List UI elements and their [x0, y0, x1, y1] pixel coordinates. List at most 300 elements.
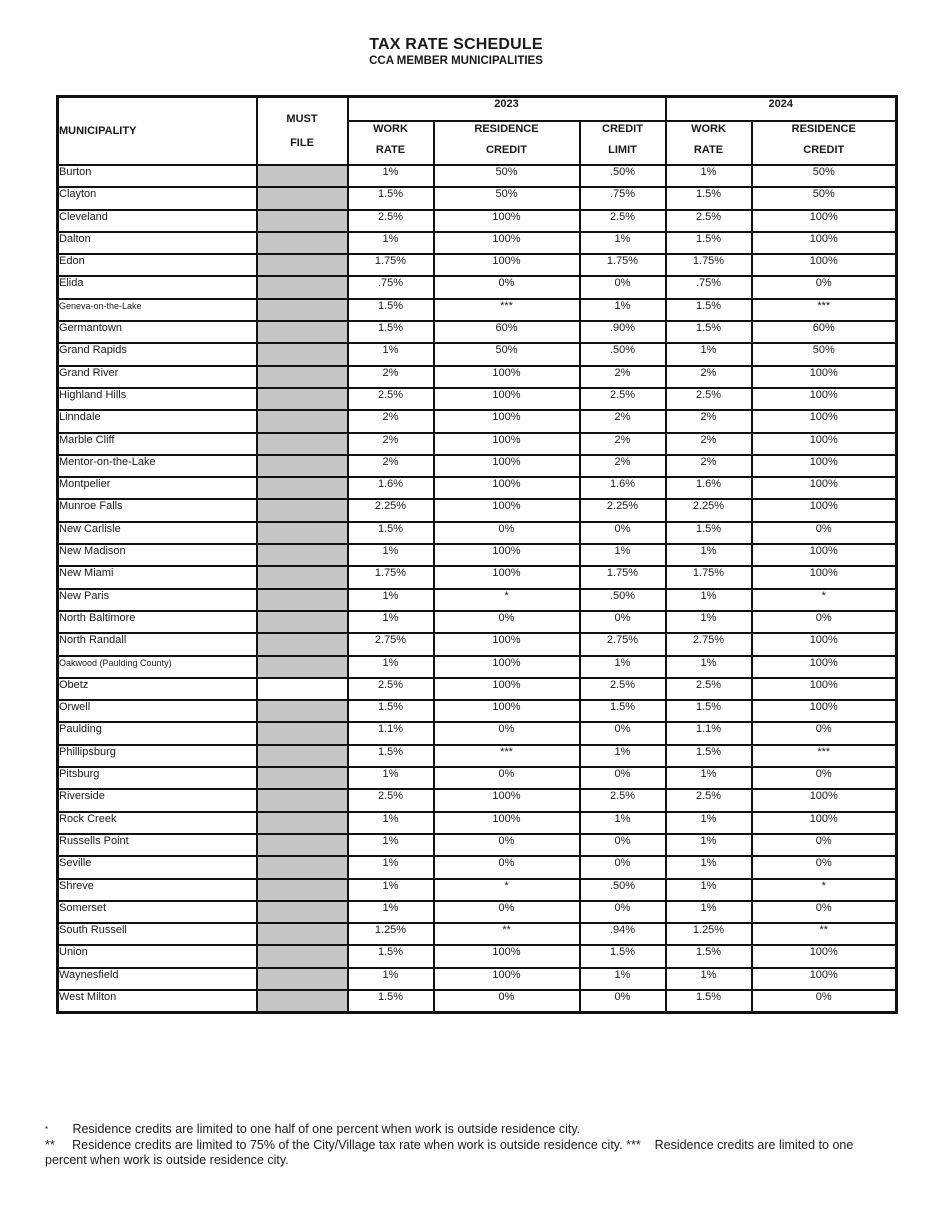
- residence-credit-2023-cell: 100%: [434, 700, 580, 722]
- residence-credit-2024-cell: 100%: [752, 812, 897, 834]
- must-file-cell: [257, 544, 348, 566]
- residence-credit-2024-cell: **: [752, 923, 897, 945]
- must-file-cell: [257, 499, 348, 521]
- residence-credit-2023-cell: **: [434, 923, 580, 945]
- header-rate: RATE: [375, 144, 406, 156]
- must-file-cell: [257, 165, 348, 187]
- work-rate-2023-cell: 1.6%: [348, 477, 434, 499]
- municipality-cell: North Baltimore: [58, 611, 257, 633]
- page-title: TAX RATE SCHEDULE: [369, 36, 543, 53]
- table-row: [58, 879, 897, 901]
- must-file-cell: [257, 187, 348, 209]
- residence-credit-2023-cell: ***: [434, 299, 580, 321]
- residence-credit-2024-cell: 100%: [752, 700, 897, 722]
- residence-credit-2023-cell: 100%: [434, 499, 580, 521]
- table-row: [58, 968, 897, 990]
- table-row: [58, 856, 897, 878]
- residence-credit-2023-cell: 0%: [434, 611, 580, 633]
- residence-credit-2024-cell: 50%: [752, 165, 897, 187]
- residence-credit-2023-cell: *: [434, 589, 580, 611]
- table-row: [58, 299, 897, 321]
- must-file-cell: [257, 945, 348, 967]
- residence-credit-2023-cell: 0%: [434, 990, 580, 1013]
- table-row: [58, 633, 897, 655]
- header-credit-upper: CREDIT: [602, 123, 643, 135]
- work-rate-2024-cell: 1.1%: [666, 722, 752, 744]
- work-rate-2024-cell: 1.25%: [666, 923, 752, 945]
- table-row: [58, 343, 897, 365]
- table-row: [58, 210, 897, 232]
- work-rate-2024-cell: 2%: [666, 455, 752, 477]
- table-row: [58, 901, 897, 923]
- credit-limit-2023-cell: .94%: [580, 923, 666, 945]
- credit-limit-2023-cell: 2.25%: [580, 499, 666, 521]
- work-rate-2024-cell: 1%: [666, 879, 752, 901]
- must-file-cell: [257, 299, 348, 321]
- credit-limit-2023-cell: 2.5%: [580, 388, 666, 410]
- residence-credit-2024-cell: ***: [752, 299, 897, 321]
- must-file-cell: [257, 678, 348, 700]
- table-row: [58, 700, 897, 722]
- credit-limit-2023-cell: 1.5%: [580, 700, 666, 722]
- residence-credit-2023-cell: 0%: [434, 834, 580, 856]
- residence-credit-2024-cell: 100%: [752, 455, 897, 477]
- municipality-cell: Mentor-on-the-Lake: [58, 455, 257, 477]
- footnotes: [45, 1122, 875, 1169]
- work-rate-2024-cell: 2.25%: [666, 499, 752, 521]
- work-rate-2024-cell: 2.75%: [666, 633, 752, 655]
- work-rate-2023-cell: 2.5%: [348, 678, 434, 700]
- residence-credit-2024-cell: *: [752, 879, 897, 901]
- work-rate-2024-cell: 1.5%: [666, 299, 752, 321]
- residence-credit-2024-cell: 100%: [752, 566, 897, 588]
- must-file-cell: [257, 433, 348, 455]
- work-rate-2023-cell: 1.5%: [348, 745, 434, 767]
- must-file-cell: [257, 745, 348, 767]
- credit-limit-2023-cell: .50%: [580, 165, 666, 187]
- municipality-cell: Somerset: [58, 901, 257, 923]
- municipality-cell: Waynesfield: [58, 968, 257, 990]
- residence-credit-2024-cell: 100%: [752, 366, 897, 388]
- residence-credit-2023-cell: 0%: [434, 522, 580, 544]
- municipality-cell: Russells Point: [58, 834, 257, 856]
- municipality-cell: Elida: [58, 276, 257, 298]
- residence-credit-2023-cell: 100%: [434, 812, 580, 834]
- credit-limit-2023-cell: 1%: [580, 232, 666, 254]
- header-work: WORK: [373, 123, 408, 135]
- must-file-cell: [257, 232, 348, 254]
- residence-credit-2024-cell: 0%: [752, 276, 897, 298]
- residence-credit-2023-cell: 50%: [434, 343, 580, 365]
- footnote-2-text: Residence credits are limited to 75% of the City/Village tax rate when work is outside residence city.: [72, 1137, 623, 1152]
- work-rate-2024-cell: 2.5%: [666, 210, 752, 232]
- residence-credit-2024-cell: 100%: [752, 544, 897, 566]
- table-row: [58, 522, 897, 544]
- work-rate-2023-cell: 1%: [348, 656, 434, 678]
- must-file-cell: [257, 388, 348, 410]
- footnote-1-mark: *: [45, 1125, 49, 1134]
- residence-credit-2023-cell: 0%: [434, 767, 580, 789]
- credit-limit-2023-cell: 2%: [580, 410, 666, 432]
- credit-limit-2023-cell: 0%: [580, 767, 666, 789]
- residence-credit-2024-cell: 0%: [752, 990, 897, 1013]
- residence-credit-2023-cell: 100%: [434, 566, 580, 588]
- municipality-cell: Cleveland: [58, 210, 257, 232]
- work-rate-2023-cell: 1%: [348, 165, 434, 187]
- credit-limit-2023-cell: 0%: [580, 901, 666, 923]
- work-rate-2023-cell: 1.75%: [348, 566, 434, 588]
- must-file-cell: [257, 812, 348, 834]
- municipality-cell: West Milton: [58, 990, 257, 1013]
- residence-credit-2024-cell: 0%: [752, 722, 897, 744]
- work-rate-2023-cell: 1.5%: [348, 945, 434, 967]
- table-row: [58, 410, 897, 432]
- header-credit: CREDIT: [803, 144, 845, 156]
- residence-credit-2023-cell: 0%: [434, 722, 580, 744]
- must-file-cell: [257, 254, 348, 276]
- residence-credit-2024-cell: 100%: [752, 410, 897, 432]
- work-rate-2023-cell: 2%: [348, 433, 434, 455]
- credit-limit-2023-cell: .50%: [580, 879, 666, 901]
- residence-credit-2023-cell: 100%: [434, 433, 580, 455]
- credit-limit-2023-cell: 1%: [580, 544, 666, 566]
- table-row: [58, 499, 897, 521]
- credit-limit-2023-cell: 1%: [580, 656, 666, 678]
- credit-limit-2023-cell: 1%: [580, 968, 666, 990]
- work-rate-2023-cell: 2.5%: [348, 388, 434, 410]
- must-file-cell: [257, 656, 348, 678]
- work-rate-2023-cell: 1%: [348, 544, 434, 566]
- work-rate-2023-cell: 1%: [348, 812, 434, 834]
- residence-credit-2023-cell: 100%: [434, 678, 580, 700]
- must-file-cell: [257, 410, 348, 432]
- residence-credit-2023-cell: 100%: [434, 366, 580, 388]
- credit-limit-2023-cell: 0%: [580, 856, 666, 878]
- residence-credit-2024-cell: 100%: [752, 678, 897, 700]
- municipality-cell: New Carlisle: [58, 522, 257, 544]
- residence-credit-2023-cell: 100%: [434, 410, 580, 432]
- work-rate-2024-cell: 1%: [666, 856, 752, 878]
- work-rate-2024-cell: 2.5%: [666, 678, 752, 700]
- residence-credit-2024-cell: 0%: [752, 522, 897, 544]
- credit-limit-2023-cell: 1.75%: [580, 254, 666, 276]
- table-row: [58, 611, 897, 633]
- work-rate-2023-cell: 1.75%: [348, 254, 434, 276]
- work-rate-2023-cell: 1%: [348, 232, 434, 254]
- table-row: [58, 165, 897, 187]
- work-rate-2023-cell: 1.5%: [348, 522, 434, 544]
- residence-credit-2024-cell: 100%: [752, 656, 897, 678]
- table-row: [58, 767, 897, 789]
- residence-credit-2023-cell: 100%: [434, 544, 580, 566]
- residence-credit-2023-cell: 100%: [434, 968, 580, 990]
- work-rate-2024-cell: 2.5%: [666, 388, 752, 410]
- must-file-cell: [257, 923, 348, 945]
- municipality-cell: Linndale: [58, 410, 257, 432]
- work-rate-2023-cell: 1.5%: [348, 700, 434, 722]
- table-row: [58, 254, 897, 276]
- must-file-cell: [257, 700, 348, 722]
- residence-credit-2024-cell: 100%: [752, 499, 897, 521]
- must-file-cell: [257, 722, 348, 744]
- footnote-1: [45, 1122, 875, 1138]
- work-rate-2024-cell: 1.5%: [666, 232, 752, 254]
- work-rate-2023-cell: 1.5%: [348, 187, 434, 209]
- work-rate-2024-cell: 1.5%: [666, 945, 752, 967]
- residence-credit-2024-cell: 50%: [752, 343, 897, 365]
- must-file-cell: [257, 611, 348, 633]
- header-must: MUST: [286, 113, 318, 125]
- credit-limit-2023-cell: 0%: [580, 722, 666, 744]
- credit-limit-2023-cell: .50%: [580, 343, 666, 365]
- work-rate-2023-cell: 1%: [348, 343, 434, 365]
- credit-limit-2023-cell: 2.5%: [580, 678, 666, 700]
- work-rate-2023-cell: 2.25%: [348, 499, 434, 521]
- must-file-cell: [257, 522, 348, 544]
- must-file-cell: [257, 276, 348, 298]
- header-credit: CREDIT: [486, 144, 527, 156]
- header-credit-limit-2023: [580, 121, 666, 165]
- residence-credit-2024-cell: 100%: [752, 433, 897, 455]
- residence-credit-2024-cell: 100%: [752, 477, 897, 499]
- header-work: WORK: [691, 123, 726, 135]
- credit-limit-2023-cell: .50%: [580, 589, 666, 611]
- residence-credit-2023-cell: 100%: [434, 210, 580, 232]
- table-body: [58, 165, 897, 1013]
- page-subtitle: CCA MEMBER MUNICIPALITIES: [369, 55, 543, 67]
- residence-credit-2024-cell: 0%: [752, 834, 897, 856]
- table-row: [58, 923, 897, 945]
- residence-credit-2024-cell: 100%: [752, 968, 897, 990]
- credit-limit-2023-cell: 1%: [580, 745, 666, 767]
- municipality-cell: Paulding: [58, 722, 257, 744]
- credit-limit-2023-cell: 0%: [580, 990, 666, 1013]
- must-file-cell: [257, 990, 348, 1013]
- municipality-cell: Dalton: [58, 232, 257, 254]
- must-file-cell: [257, 343, 348, 365]
- table-row: [58, 388, 897, 410]
- work-rate-2023-cell: 1.25%: [348, 923, 434, 945]
- work-rate-2024-cell: 1%: [666, 656, 752, 678]
- credit-limit-2023-cell: 2%: [580, 455, 666, 477]
- credit-limit-2023-cell: 2%: [580, 366, 666, 388]
- municipality-cell: South Russell: [58, 923, 257, 945]
- municipality-cell: Highland Hills: [58, 388, 257, 410]
- header-rate: RATE: [693, 144, 724, 156]
- table-row: [58, 477, 897, 499]
- credit-limit-2023-cell: .75%: [580, 187, 666, 209]
- work-rate-2024-cell: 1%: [666, 767, 752, 789]
- table-row: [58, 433, 897, 455]
- work-rate-2024-cell: 1.5%: [666, 187, 752, 209]
- header-residence-credit-2024: [752, 121, 897, 165]
- credit-limit-2023-cell: 2.75%: [580, 633, 666, 655]
- residence-credit-2023-cell: 100%: [434, 656, 580, 678]
- residence-credit-2024-cell: 60%: [752, 321, 897, 343]
- header-residence-credit-2023: [434, 121, 580, 165]
- work-rate-2024-cell: 1%: [666, 544, 752, 566]
- work-rate-2024-cell: 1%: [666, 611, 752, 633]
- table-row: [58, 276, 897, 298]
- municipality-cell: Pitsburg: [58, 767, 257, 789]
- header-municipality: MUNICIPALITY: [58, 97, 257, 166]
- municipality-cell: Rock Creek: [58, 812, 257, 834]
- work-rate-2023-cell: 2.5%: [348, 789, 434, 811]
- municipality-cell: Burton: [58, 165, 257, 187]
- residence-credit-2023-cell: 100%: [434, 388, 580, 410]
- work-rate-2023-cell: 2.5%: [348, 210, 434, 232]
- work-rate-2023-cell: 1%: [348, 856, 434, 878]
- residence-credit-2023-cell: 100%: [434, 254, 580, 276]
- work-rate-2024-cell: 2%: [666, 433, 752, 455]
- municipality-cell: Edon: [58, 254, 257, 276]
- residence-credit-2024-cell: 100%: [752, 633, 897, 655]
- table-row: [58, 321, 897, 343]
- residence-credit-2023-cell: 100%: [434, 232, 580, 254]
- header-residence: RESIDENCE: [791, 123, 856, 135]
- residence-credit-2023-cell: 50%: [434, 187, 580, 209]
- residence-credit-2023-cell: *: [434, 879, 580, 901]
- credit-limit-2023-cell: 1%: [580, 299, 666, 321]
- table-row: [58, 455, 897, 477]
- tax-rate-table: [56, 95, 898, 1014]
- work-rate-2024-cell: 1.5%: [666, 321, 752, 343]
- municipality-cell: Orwell: [58, 700, 257, 722]
- table-row: [58, 945, 897, 967]
- residence-credit-2024-cell: 0%: [752, 767, 897, 789]
- credit-limit-2023-cell: 1.6%: [580, 477, 666, 499]
- residence-credit-2023-cell: 100%: [434, 945, 580, 967]
- municipality-cell: Seville: [58, 856, 257, 878]
- work-rate-2023-cell: .75%: [348, 276, 434, 298]
- table-row: [58, 187, 897, 209]
- work-rate-2024-cell: .75%: [666, 276, 752, 298]
- municipality-cell: Grand River: [58, 366, 257, 388]
- credit-limit-2023-cell: 0%: [580, 834, 666, 856]
- work-rate-2024-cell: 1%: [666, 834, 752, 856]
- municipality-cell: Munroe Falls: [58, 499, 257, 521]
- must-file-cell: [257, 633, 348, 655]
- residence-credit-2023-cell: 0%: [434, 276, 580, 298]
- footnote-3-mark: ***: [626, 1137, 641, 1152]
- work-rate-2024-cell: 1.5%: [666, 700, 752, 722]
- work-rate-2024-cell: 2%: [666, 366, 752, 388]
- residence-credit-2023-cell: 50%: [434, 165, 580, 187]
- municipality-cell: Oakwood (Paulding County): [58, 656, 257, 678]
- credit-limit-2023-cell: 0%: [580, 611, 666, 633]
- credit-limit-2023-cell: 1.75%: [580, 566, 666, 588]
- work-rate-2024-cell: 1%: [666, 901, 752, 923]
- work-rate-2023-cell: 1%: [348, 834, 434, 856]
- work-rate-2023-cell: 1%: [348, 589, 434, 611]
- footnote-2-3: [45, 1138, 875, 1169]
- table-row: [58, 656, 897, 678]
- credit-limit-2023-cell: 1.5%: [580, 945, 666, 967]
- footnote-2-mark: **: [45, 1137, 55, 1152]
- must-file-cell: [257, 366, 348, 388]
- must-file-cell: [257, 879, 348, 901]
- work-rate-2024-cell: 1.75%: [666, 566, 752, 588]
- residence-credit-2024-cell: 100%: [752, 789, 897, 811]
- credit-limit-2023-cell: 1%: [580, 812, 666, 834]
- municipality-cell: Shreve: [58, 879, 257, 901]
- table-row: [58, 789, 897, 811]
- work-rate-2024-cell: 1%: [666, 589, 752, 611]
- municipality-cell: New Paris: [58, 589, 257, 611]
- header-must-file: [257, 97, 348, 166]
- residence-credit-2024-cell: 100%: [752, 232, 897, 254]
- credit-limit-2023-cell: 2.5%: [580, 789, 666, 811]
- residence-credit-2024-cell: ***: [752, 745, 897, 767]
- work-rate-2023-cell: 2%: [348, 366, 434, 388]
- work-rate-2023-cell: 2%: [348, 455, 434, 477]
- table-row: [58, 834, 897, 856]
- work-rate-2023-cell: 1.1%: [348, 722, 434, 744]
- work-rate-2024-cell: 1.5%: [666, 745, 752, 767]
- work-rate-2023-cell: 1.5%: [348, 321, 434, 343]
- residence-credit-2024-cell: *: [752, 589, 897, 611]
- municipality-cell: Phillipsburg: [58, 745, 257, 767]
- municipality-cell: Montpelier: [58, 477, 257, 499]
- table-row: [58, 812, 897, 834]
- work-rate-2023-cell: 1.5%: [348, 990, 434, 1013]
- residence-credit-2023-cell: 100%: [434, 789, 580, 811]
- work-rate-2024-cell: 2%: [666, 410, 752, 432]
- footnote-1-text: Residence credits are limited to one half of one percent when work is outside residence city.: [72, 1122, 581, 1136]
- municipality-cell: Marble Cliff: [58, 433, 257, 455]
- residence-credit-2023-cell: 100%: [434, 455, 580, 477]
- residence-credit-2023-cell: 0%: [434, 856, 580, 878]
- credit-limit-2023-cell: 0%: [580, 522, 666, 544]
- credit-limit-2023-cell: 2%: [580, 433, 666, 455]
- work-rate-2024-cell: 2.5%: [666, 789, 752, 811]
- header-year-2024: 2024: [666, 97, 897, 122]
- residence-credit-2024-cell: 0%: [752, 901, 897, 923]
- work-rate-2023-cell: 2%: [348, 410, 434, 432]
- footnote-3-text: Residence credits are limited to one percent when work is outside residence city.: [45, 1137, 854, 1167]
- table-row: [58, 722, 897, 744]
- table-row: [58, 990, 897, 1013]
- must-file-cell: [257, 901, 348, 923]
- table-row: [58, 589, 897, 611]
- work-rate-2023-cell: 2.75%: [348, 633, 434, 655]
- municipality-cell: New Miami: [58, 566, 257, 588]
- residence-credit-2024-cell: 0%: [752, 611, 897, 633]
- work-rate-2023-cell: 1%: [348, 611, 434, 633]
- credit-limit-2023-cell: 2.5%: [580, 210, 666, 232]
- work-rate-2024-cell: 1%: [666, 165, 752, 187]
- header-work-rate-2024: [666, 121, 752, 165]
- residence-credit-2023-cell: 0%: [434, 901, 580, 923]
- must-file-cell: [257, 834, 348, 856]
- work-rate-2024-cell: 1%: [666, 968, 752, 990]
- municipality-cell: Geneva-on-the-Lake: [58, 299, 257, 321]
- work-rate-2024-cell: 1.5%: [666, 990, 752, 1013]
- municipality-cell: North Randall: [58, 633, 257, 655]
- residence-credit-2024-cell: 100%: [752, 254, 897, 276]
- table-row: [58, 544, 897, 566]
- municipality-cell: Riverside: [58, 789, 257, 811]
- must-file-cell: [257, 210, 348, 232]
- must-file-cell: [257, 566, 348, 588]
- municipality-cell: New Madison: [58, 544, 257, 566]
- municipality-cell: Grand Rapids: [58, 343, 257, 365]
- credit-limit-2023-cell: 0%: [580, 276, 666, 298]
- work-rate-2024-cell: 1%: [666, 343, 752, 365]
- work-rate-2023-cell: 1%: [348, 968, 434, 990]
- table-row: [58, 678, 897, 700]
- must-file-cell: [257, 968, 348, 990]
